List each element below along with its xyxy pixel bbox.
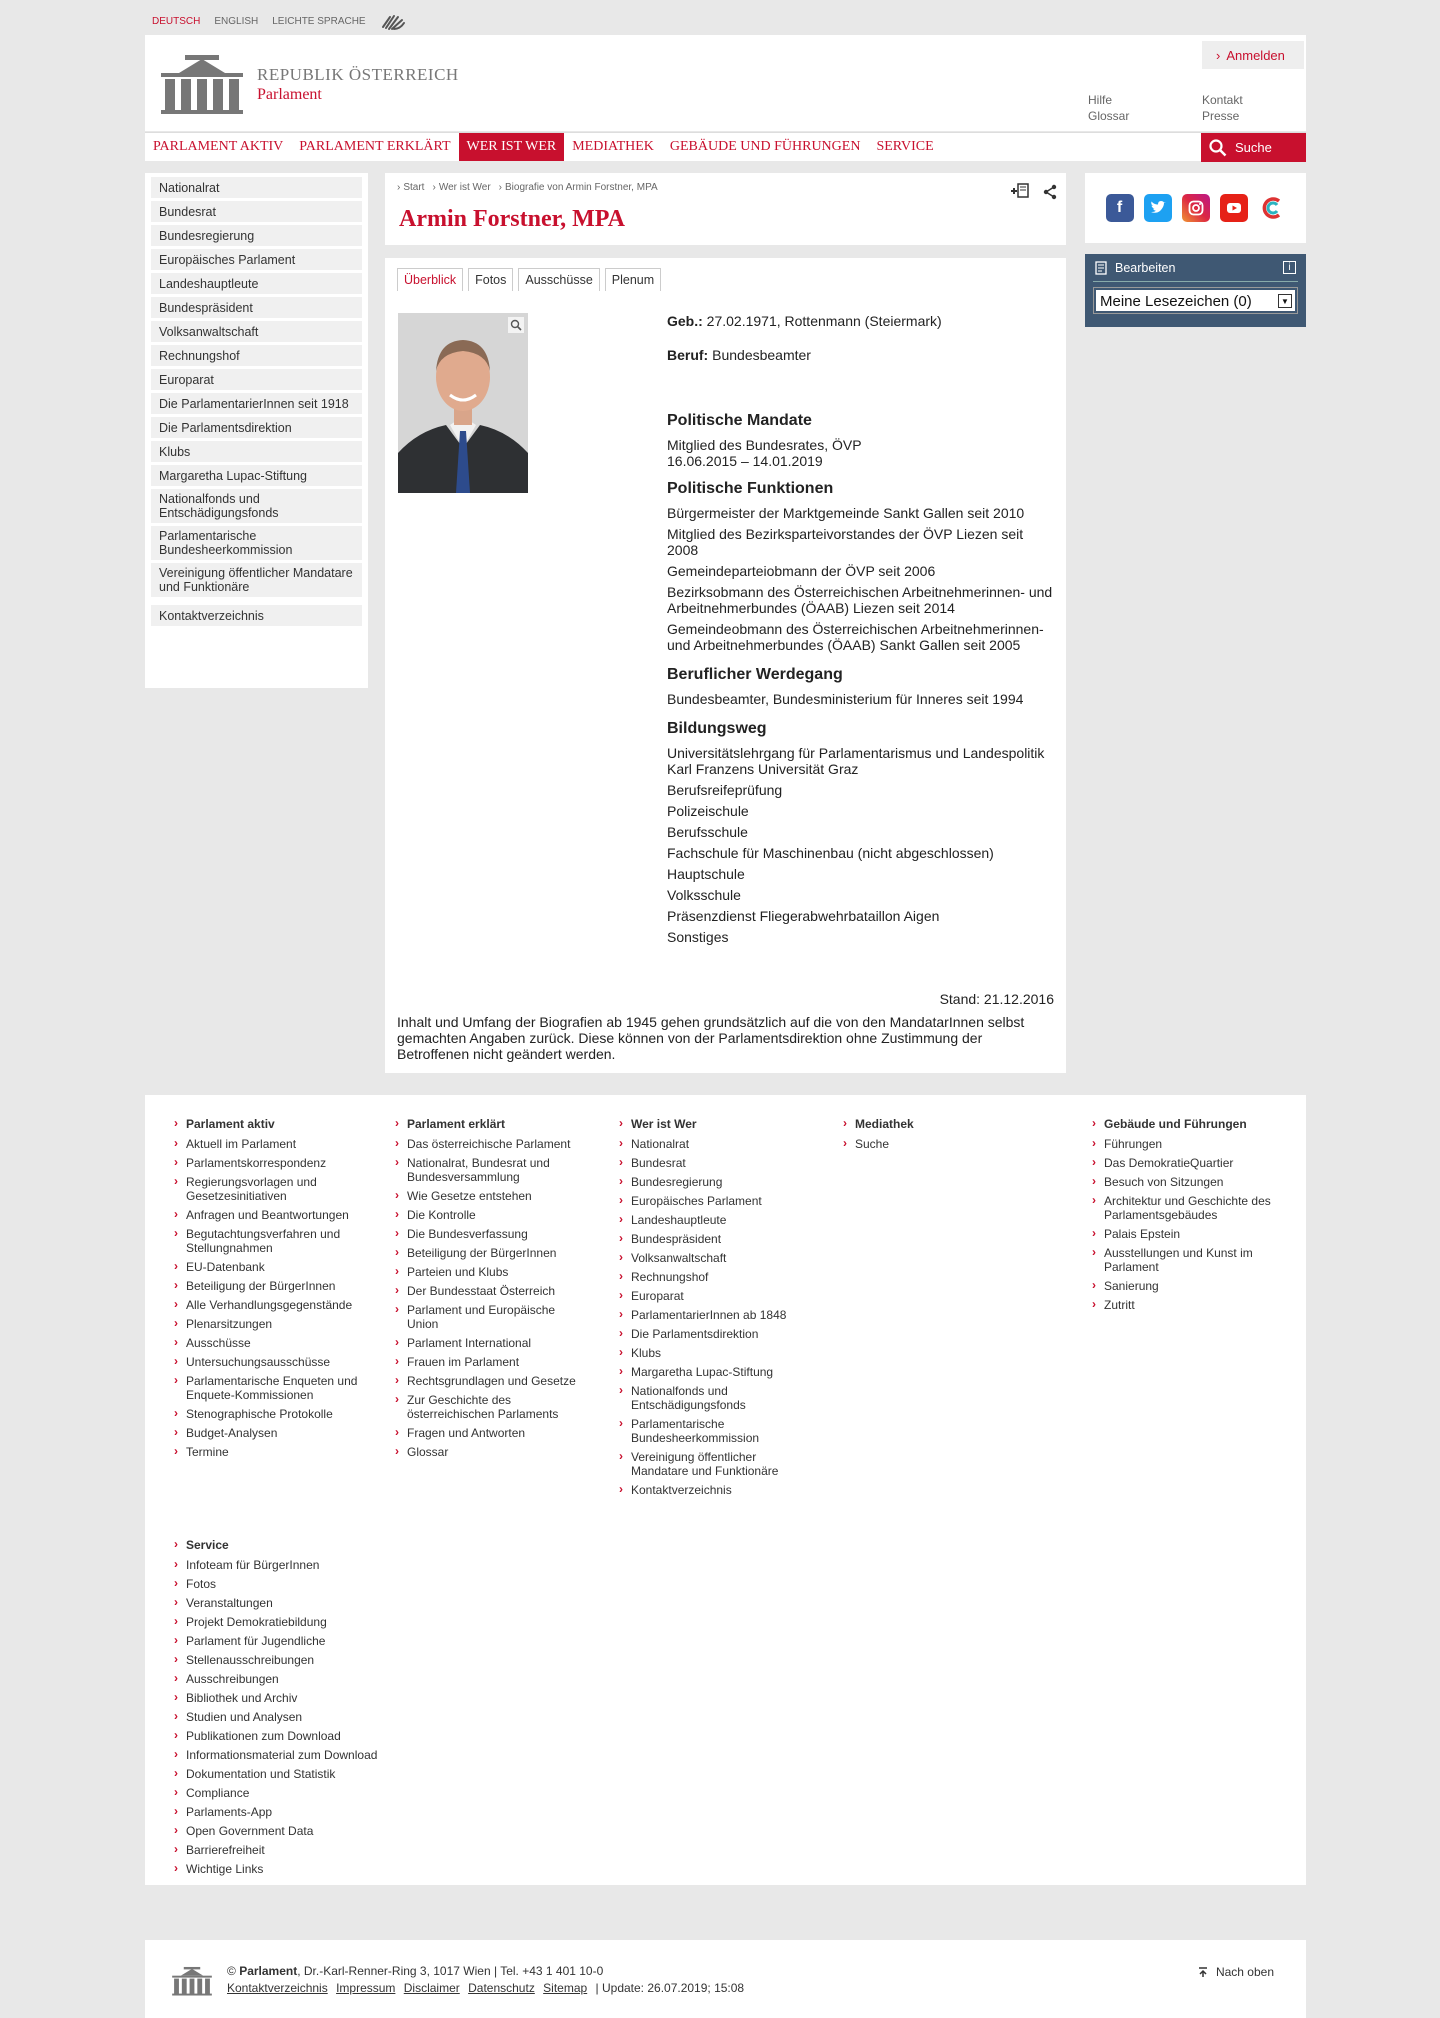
birth-label: Geb.:: [667, 313, 703, 329]
bookmark-header[interactable]: [1095, 261, 1175, 275]
arrow-up-icon: [1198, 1967, 1208, 1977]
nav-parlament-aktiv[interactable]: PARLAMENT AKTIV: [153, 139, 284, 154]
footer-link[interactable]: › Zutritt: [1092, 1298, 1272, 1312]
function-item: Gemeindeparteiobmann der ÖVP seit 2006: [667, 563, 936, 579]
footer-link[interactable]: › Plenarsitzungen: [174, 1317, 364, 1331]
login-label: Anmelden: [1226, 47, 1285, 63]
footer-link[interactable]: › Die Kontrolle: [395, 1208, 585, 1222]
footer-link[interactable]: › Regierungsvorlagen und Gesetzesinitiativen: [174, 1175, 364, 1203]
footer-link[interactable]: › Europarat: [619, 1289, 799, 1303]
footer-link[interactable]: › Parlamentskorrespondenz: [174, 1156, 364, 1170]
stand-date: Stand: 21.12.2016: [939, 991, 1054, 1007]
footer-link[interactable]: › Parlament und Europäische Union: [395, 1303, 585, 1331]
education-item: Sonstiges: [667, 929, 729, 945]
sidebar-item-landeshauptleute[interactable]: Landeshauptleute: [151, 273, 362, 294]
footer-link[interactable]: › Publikationen zum Download: [174, 1729, 414, 1743]
sidebar-item-bundesrat[interactable]: Bundesrat: [151, 201, 362, 222]
footer-heading-service[interactable]: › Service: [174, 1538, 414, 1552]
sidebar-item-bundespraesident[interactable]: Bundespräsident: [151, 297, 362, 318]
chevron-down-icon: ▼: [1278, 294, 1292, 308]
footer-link[interactable]: › Ausschüsse: [174, 1336, 364, 1350]
footer-link[interactable]: › Kontaktverzeichnis: [619, 1483, 799, 1497]
nav-parlament-erklaert[interactable]: PARLAMENT ERKLÄRT: [299, 139, 451, 154]
search-button[interactable]: [1201, 133, 1306, 162]
footer-link[interactable]: › Projekt Demokratiebildung: [174, 1615, 414, 1629]
search-icon: [1209, 139, 1227, 157]
footer-contact-link[interactable]: Kontaktverzeichnis: [227, 1981, 328, 1995]
footer-sitemap: [145, 1095, 1306, 1885]
tab-fotos[interactable]: Fotos: [468, 268, 513, 291]
bookmark-edit-label: Bearbeiten: [1115, 261, 1176, 275]
util-links-col1: [1088, 92, 1129, 124]
footer-col-mediathek: [843, 1117, 1013, 1156]
footer-link[interactable]: › Sanierung: [1092, 1279, 1272, 1293]
main-navigation: [145, 132, 1306, 161]
footer-link[interactable]: › Das DemokratieQuartier: [1092, 1156, 1272, 1170]
footer-link[interactable]: › Klubs: [619, 1346, 799, 1360]
sidebar-item-parlamentsdirektion[interactable]: Die Parlamentsdirektion: [151, 417, 362, 438]
nav-gebaeude[interactable]: GEBÄUDE UND FÜHRUNGEN: [669, 139, 861, 154]
bookmark-select-value: Meine Lesezeichen (0): [1100, 293, 1252, 310]
footer-col-wer: [619, 1117, 799, 1502]
tab-ausschuesse[interactable]: Ausschüsse: [518, 268, 599, 291]
footer-link[interactable]: › Führungen: [1092, 1137, 1272, 1151]
function-item: Gemeindeobmann des Österreichischen Arbeitnehmerinnen- und Arbeitnehmerbundes (ÖAAB) Sankt Gallen seit 2005: [667, 621, 1044, 653]
login-button[interactable]: [1202, 41, 1304, 69]
language-bar: [152, 10, 406, 32]
education-item: Volksschule: [667, 887, 741, 903]
footer-link[interactable]: › Die Parlamentsdirektion: [619, 1327, 799, 1341]
footer-link[interactable]: › Anfragen und Beantwortungen: [174, 1208, 364, 1222]
footer-link[interactable]: › Europäisches Parlament: [619, 1194, 799, 1208]
sidebar: [145, 173, 368, 688]
tab-plenum[interactable]: Plenum: [605, 268, 661, 291]
footer-link[interactable]: › Landeshauptleute: [619, 1213, 799, 1227]
sidebar-item-europarat[interactable]: Europarat: [151, 369, 362, 390]
footer-link[interactable]: › Nationalfonds und Entschädigungsfonds: [619, 1384, 799, 1412]
footer-link[interactable]: › Open Government Data: [174, 1824, 414, 1838]
footer-link[interactable]: › Ausstellungen und Kunst im Parlament: [1092, 1246, 1272, 1274]
lang-deutsch-link[interactable]: DEUTSCH: [152, 15, 201, 27]
footer-link[interactable]: › Budget-Analysen: [174, 1426, 364, 1440]
copyright-symbol: ©: [227, 1964, 236, 1978]
footer-disclaimer-link[interactable]: Disclaimer: [403, 1981, 460, 1995]
footer-link[interactable]: › EU-Datenbank: [174, 1260, 364, 1274]
footer-link[interactable]: › Informationsmaterial zum Download: [174, 1748, 414, 1762]
footer-link[interactable]: › Suche: [843, 1137, 1013, 1151]
footer-link[interactable]: › Margaretha Lupac-Stiftung: [619, 1365, 799, 1379]
nav-service[interactable]: SERVICE: [876, 139, 934, 154]
footer-org: Parlament: [239, 1964, 298, 1978]
footer-heading-aktiv[interactable]: › Parlament aktiv: [174, 1117, 364, 1131]
footer-heading-wer[interactable]: › Wer ist Wer: [619, 1117, 799, 1131]
footer-link[interactable]: › ParlamentarierInnen ab 1848: [619, 1308, 799, 1322]
footer-link[interactable]: › Volksanwaltschaft: [619, 1251, 799, 1265]
footer-link[interactable]: › Termine: [174, 1445, 364, 1459]
facebook-icon[interactable]: f: [1106, 194, 1134, 222]
search-label: Suche: [1235, 140, 1272, 155]
footer-link[interactable]: › Studien und Analysen: [174, 1710, 414, 1724]
youtube-icon[interactable]: [1220, 194, 1248, 222]
util-links-col2: [1202, 92, 1243, 124]
footer-link[interactable]: › Zur Geschichte des österreichischen Parlaments: [395, 1393, 585, 1421]
footer-link[interactable]: › Aktuell im Parlament: [174, 1137, 364, 1151]
breadcrumb-wer-ist-wer[interactable]: › Wer ist Wer: [432, 182, 490, 193]
parliament-logo-small-icon: [170, 1966, 214, 1996]
education-item: Berufsschule: [667, 824, 748, 840]
press-link[interactable]: Presse: [1202, 109, 1240, 123]
footer-link[interactable]: › Bundespräsident: [619, 1232, 799, 1246]
add-bookmark-icon[interactable]: [1010, 183, 1030, 201]
footer-link[interactable]: › Wie Gesetze entstehen: [395, 1189, 585, 1203]
function-item: Bürgermeister der Marktgemeinde Sankt Gallen seit 2010: [667, 505, 1025, 521]
footer-link[interactable]: › Begutachtungsverfahren und Stellungnahmen: [174, 1227, 364, 1255]
instagram-icon[interactable]: [1182, 194, 1210, 222]
education-heading: Bildungsweg: [667, 720, 767, 737]
footer-link[interactable]: › Die Bundesverfassung: [395, 1227, 585, 1241]
profile-info: [667, 313, 1057, 950]
footer-link[interactable]: › Bundesregierung: [619, 1175, 799, 1189]
education-item: Hauptschule: [667, 866, 745, 882]
site-logo[interactable]: [159, 53, 459, 115]
footer-link[interactable]: › Ausschreibungen: [174, 1672, 414, 1686]
breadcrumb: [397, 182, 658, 193]
nav-mediathek[interactable]: MEDIATHEK: [572, 139, 654, 154]
site-header: [145, 35, 1306, 131]
footer-link[interactable]: › Palais Epstein: [1092, 1227, 1272, 1241]
footer-link[interactable]: › Beteiligung der BürgerInnen: [395, 1246, 585, 1260]
logo-line-2: Parlament: [257, 85, 322, 103]
education-item: Polizeischule: [667, 803, 749, 819]
info-icon[interactable]: i: [1283, 261, 1296, 274]
zoom-icon[interactable]: [508, 317, 524, 333]
sidebar-item-europaeisches-parlament[interactable]: Europäisches Parlament: [151, 249, 362, 270]
footer-link[interactable]: › Stenographische Protokolle: [174, 1407, 364, 1421]
footer-link[interactable]: › Vereinigung öffentlicher Mandatare und Funktionäre: [619, 1450, 799, 1478]
breadcrumb-current: › Biografie von Armin Forstner, MPA: [499, 182, 658, 193]
tab-ueberblick[interactable]: Überblick: [397, 268, 463, 291]
education-item: Fachschule für Maschinenbau (nicht abgeschlossen): [667, 845, 994, 861]
job-label: Beruf:: [667, 347, 709, 363]
glossary-link[interactable]: Glossar: [1088, 109, 1130, 123]
footer-link[interactable]: › Compliance: [174, 1786, 414, 1800]
back-to-top-label: Nach oben: [1215, 1965, 1274, 1979]
sidebar-item-vereinigung[interactable]: Vereinigung öffentlicher Mandatare und Funktionäre: [151, 563, 362, 597]
footer-col-erklaert: [395, 1117, 585, 1464]
sidebar-item-parlamentarierinnen[interactable]: Die ParlamentarierInnen seit 1918: [151, 393, 362, 414]
parliament-logo-icon: [159, 53, 245, 115]
footer-link[interactable]: › Architektur und Geschichte des Parlamentsgebäudes: [1092, 1194, 1272, 1222]
footer-col-gebaeude: [1092, 1117, 1272, 1317]
footer-link[interactable]: › Parteien und Klubs: [395, 1265, 585, 1279]
share-icon[interactable]: [1042, 184, 1058, 200]
job-row: [667, 347, 1057, 363]
footer-link[interactable]: › Rechnungshof: [619, 1270, 799, 1284]
main-content: [385, 258, 1066, 1073]
functions-heading: Politische Funktionen: [667, 480, 834, 497]
footer-sitemap-link[interactable]: Sitemap: [543, 1981, 588, 1995]
title-box: [385, 173, 1066, 245]
footer-link[interactable]: › Parlament International: [395, 1336, 585, 1350]
bookmark-select[interactable]: [1094, 288, 1297, 313]
bookmark-list-icon: [1095, 261, 1107, 275]
sidebar-item-nationalfonds[interactable]: Nationalfonds und Entschädigungsfonds: [151, 489, 362, 523]
chevron-right-icon: ›: [1216, 47, 1221, 63]
footer-link[interactable]: › Bibliothek und Archiv: [174, 1691, 414, 1705]
footer-link[interactable]: › Glossar: [395, 1445, 585, 1459]
contact-link[interactable]: Kontakt: [1202, 93, 1243, 107]
bottom-bar: [145, 1940, 1306, 2018]
biography-disclaimer: Inhalt und Umfang der Biografien ab 1945 gehen grundsätzlich auf die von den MandatarInnen selbst gemachten Angaben zurück. Diese können von der Parlamentsdirektion ohne Zustimmung der Betroffenen nicht geändert werden.: [397, 1014, 1025, 1062]
bookmark-panel: [1085, 254, 1306, 327]
footer-heading-gebaeude[interactable]: › Gebäude und Führungen: [1092, 1117, 1272, 1131]
page-title: Armin Forstner, MPA: [399, 206, 625, 232]
footer-link[interactable]: › Nationalrat, Bundesrat und Bundesversammlung: [395, 1156, 585, 1184]
help-link[interactable]: Hilfe: [1088, 93, 1113, 107]
birth-row: [667, 313, 1057, 329]
education-item: Präsenzdienst Fliegerabwehrbataillon Aigen: [667, 908, 940, 924]
lang-easy-link[interactable]: LEICHTE SPRACHE: [272, 15, 366, 27]
footer-link[interactable]: › Stellenausschreibungen: [174, 1653, 414, 1667]
footer-link[interactable]: › Besuch von Sitzungen: [1092, 1175, 1272, 1189]
footer-link[interactable]: › Wichtige Links: [174, 1862, 414, 1876]
twitter-icon[interactable]: [1144, 194, 1172, 222]
footer-link[interactable]: › Der Bundesstaat Österreich: [395, 1284, 585, 1298]
footer-heading-erklaert[interactable]: › Parlament erklärt: [395, 1117, 585, 1131]
footer-address: , Dr.-Karl-Renner-Ring 3, 1017 Wien | Tel. +43 1 401 10-0: [297, 1964, 604, 1978]
nav-wer-ist-wer[interactable]: WER IST WER: [459, 133, 565, 161]
breadcrumb-start[interactable]: › Start: [397, 182, 424, 193]
footer-link[interactable]: › Barrierefreiheit: [174, 1843, 414, 1857]
logo-line-1: REPUBLIK ÖSTERREICH: [257, 64, 459, 84]
footer-address-line: [227, 1963, 744, 1980]
footer-link[interactable]: › Beteiligung der BürgerInnen: [174, 1279, 364, 1293]
social-links: [1085, 173, 1306, 243]
footer-link[interactable]: › Parlamentarische Bundesheerkommission: [619, 1417, 799, 1445]
sidebar-item-bundesheerkommission[interactable]: Parlamentarische Bundesheerkommission: [151, 526, 362, 560]
function-item: Mitglied des Bezirksparteivorstandes der ÖVP Liezen seit 2008: [667, 526, 1024, 558]
sign-language-icon[interactable]: [380, 11, 406, 31]
footer-link[interactable]: › Alle Verhandlungsgegenstände: [174, 1298, 364, 1312]
footer-privacy-link[interactable]: Datenschutz: [468, 1981, 535, 1995]
mandate-line-1: Mitglied des Bundesrates, ÖVP: [667, 437, 862, 453]
mandates-heading: Politische Mandate: [667, 412, 812, 429]
sidebar-item-nationalrat[interactable]: Nationalrat: [151, 177, 362, 198]
bookmark-divider: [1093, 281, 1298, 282]
job-value: Bundesbeamter: [712, 347, 811, 363]
footer-link[interactable]: › Dokumentation und Statistik: [174, 1767, 414, 1781]
education-item: Berufsreifeprüfung: [667, 782, 783, 798]
sidebar-item-lupac-stiftung[interactable]: Margaretha Lupac-Stiftung: [151, 465, 362, 486]
footer-link[interactable]: › Nationalrat: [619, 1137, 799, 1151]
education-item: Universitätslehrgang für Parlamentarismus und Landespolitik Karl Franzens Universität Graz: [667, 745, 1045, 777]
footer-link[interactable]: › Bundesrat: [619, 1156, 799, 1170]
footer-legal-links: [227, 1980, 744, 1997]
demokratie-webstatt-icon[interactable]: [1258, 194, 1286, 222]
profile-tabs: [397, 268, 661, 291]
sidebar-item-rechnungshof[interactable]: Rechnungshof: [151, 345, 362, 366]
footer-link[interactable]: › Parlament für Jugendliche: [174, 1634, 414, 1648]
lang-english-link[interactable]: ENGLISH: [214, 15, 259, 27]
footer-link[interactable]: › Fragen und Antworten: [395, 1426, 585, 1440]
career-heading: Beruflicher Werdegang: [667, 666, 843, 683]
footer-link[interactable]: › Untersuchungsausschüsse: [174, 1355, 364, 1369]
footer-imprint-link[interactable]: Impressum: [336, 1981, 396, 1995]
footer-link[interactable]: › Parlaments-App: [174, 1805, 414, 1819]
footer-col-service: [174, 1538, 414, 1881]
footer-link[interactable]: › Das österreichische Parlament: [395, 1137, 585, 1151]
sidebar-item-kontaktverzeichnis[interactable]: Kontaktverzeichnis: [151, 605, 362, 626]
function-item: Bezirksobmann des Österreichischen Arbeitnehmerinnen- und Arbeitnehmerbundes (ÖAAB) Liezen seit 2014: [667, 584, 1053, 616]
footer-imprint: [227, 1963, 744, 1997]
footer-link[interactable]: › Parlamentarische Enqueten und Enquete-Kommissionen: [174, 1374, 364, 1402]
back-to-top-link[interactable]: [1198, 1965, 1274, 1979]
sidebar-item-bundesregierung[interactable]: Bundesregierung: [151, 225, 362, 246]
career-item: Bundesbeamter, Bundesministerium für Inneres seit 1994: [667, 691, 1024, 707]
sidebar-item-volksanwaltschaft[interactable]: Volksanwaltschaft: [151, 321, 362, 342]
footer-update: | Update: 26.07.2019; 15:08: [595, 1981, 745, 1995]
birth-value: 27.02.1971, Rottenmann (Steiermark): [706, 313, 942, 329]
mandate-line-2: 16.06.2015 – 14.01.2019: [667, 453, 823, 469]
footer-link[interactable]: › Fotos: [174, 1577, 414, 1591]
portrait-photo[interactable]: [398, 313, 528, 493]
sidebar-item-klubs[interactable]: Klubs: [151, 441, 362, 462]
footer-link[interactable]: › Veranstaltungen: [174, 1596, 414, 1610]
footer-link[interactable]: › Frauen im Parlament: [395, 1355, 585, 1369]
footer-link[interactable]: › Rechtsgrundlagen und Gesetze: [395, 1374, 585, 1388]
footer-link[interactable]: › Infoteam für BürgerInnen: [174, 1558, 414, 1572]
footer-heading-mediathek[interactable]: › Mediathek: [843, 1117, 1013, 1131]
footer-col-aktiv: [174, 1117, 364, 1464]
portrait-image: [398, 313, 528, 493]
